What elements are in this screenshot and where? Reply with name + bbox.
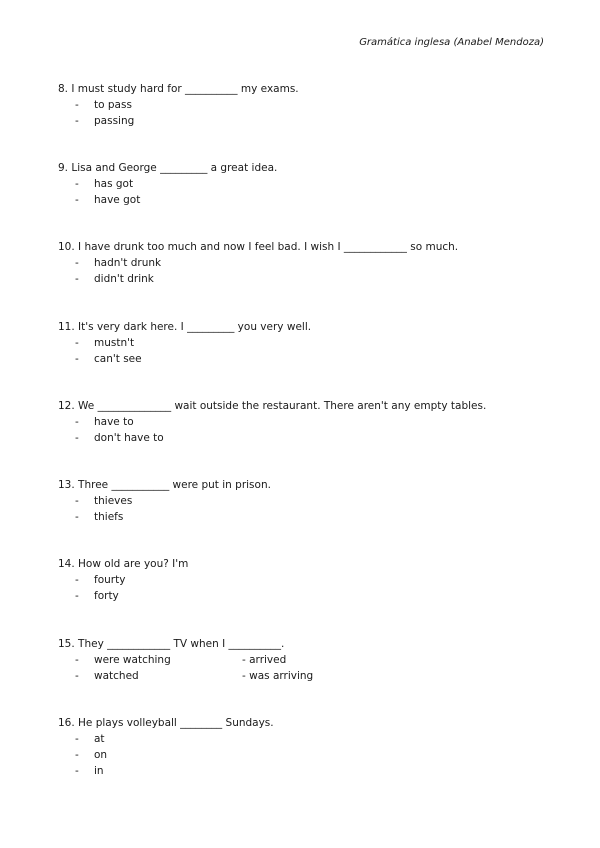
answer-options — [58, 414, 558, 446]
question-text: 8. I must study hard for __________ my exams. — [58, 83, 299, 95]
answer-option[interactable]: - have got — [75, 194, 141, 206]
question-text: 14. How old are you? I'm — [58, 558, 189, 570]
answer-option[interactable]: - fourty — [75, 574, 126, 586]
question-8 — [58, 81, 558, 129]
page-header: Gramática inglesa (Anabel Mendoza) — [359, 37, 544, 48]
answer-option[interactable]: - don't have to — [75, 432, 164, 444]
question-10 — [58, 239, 558, 287]
answer-option[interactable]: - on — [75, 749, 108, 761]
question-text: 10. I have drunk too much and now I feel bad. I wish I ____________ so much. — [58, 241, 459, 253]
dash-bullet: - — [75, 590, 79, 602]
question-text: 13. Three ___________ were put in prison. — [58, 479, 271, 491]
dash-bullet: - — [75, 495, 79, 507]
answer-option-row — [58, 652, 558, 668]
dash-bullet: - — [75, 416, 79, 428]
question-16 — [58, 715, 558, 779]
dash-bullet: - — [75, 99, 79, 111]
answer-option[interactable]: - thieves — [75, 495, 133, 507]
question-text: 11. It's very dark here. I _________ you very well. — [58, 321, 312, 333]
answer-options — [58, 97, 558, 129]
question-14 — [58, 556, 558, 604]
dash-bullet: - — [75, 115, 79, 127]
question-text: 16. He plays volleyball ________ Sundays. — [58, 717, 274, 729]
answer-options — [58, 335, 558, 367]
answer-option[interactable]: - in — [75, 765, 104, 777]
dash-bullet: - — [75, 733, 79, 745]
dash-bullet: - — [75, 257, 79, 269]
question-text: 9. Lisa and George _________ a great idea. — [58, 162, 278, 174]
dash-bullet: - — [75, 765, 79, 777]
answer-option-b[interactable]: - was arriving — [242, 670, 314, 682]
dash-bullet: - — [75, 194, 79, 206]
question-9 — [58, 160, 558, 208]
answer-options — [58, 731, 558, 779]
question-13 — [58, 477, 558, 525]
dash-bullet: - — [75, 749, 79, 761]
question-15 — [58, 636, 558, 684]
answer-options — [58, 493, 558, 525]
dash-bullet: - — [75, 337, 79, 349]
question-11 — [58, 319, 558, 367]
dash-bullet: - — [75, 574, 79, 586]
question-12 — [58, 398, 558, 446]
answer-option[interactable]: - has got — [75, 178, 134, 190]
dash-bullet: - — [75, 178, 79, 190]
question-text: 15. They ____________ TV when I __________. — [58, 638, 285, 650]
dash-bullet: - — [75, 273, 79, 285]
dash-bullet: - — [75, 654, 79, 666]
answer-option[interactable]: - have to — [75, 416, 134, 428]
answer-option[interactable]: - thiefs — [75, 511, 124, 523]
answer-option[interactable]: - at — [75, 733, 105, 745]
answer-options — [58, 572, 558, 604]
answer-option[interactable]: were watching — [94, 654, 171, 666]
answer-option[interactable]: - mustn't — [75, 337, 135, 349]
answer-option[interactable]: - to pass — [75, 99, 132, 111]
question-text: 12. We ______________ wait outside the restaurant. There aren't any empty tables. — [58, 400, 487, 412]
answer-options — [58, 255, 558, 287]
answer-option[interactable]: - can't see — [75, 353, 142, 365]
answer-options — [58, 652, 558, 684]
dash-bullet: - — [75, 353, 79, 365]
answer-option-row — [58, 668, 558, 684]
answer-option[interactable]: - passing — [75, 115, 135, 127]
answer-option[interactable]: - hadn't drunk — [75, 257, 162, 269]
answer-options — [58, 176, 558, 208]
dash-bullet: - — [75, 511, 79, 523]
answer-option[interactable]: - didn't drink — [75, 273, 154, 285]
answer-option[interactable]: - forty — [75, 590, 119, 602]
dash-bullet: - — [75, 670, 79, 682]
dash-bullet: - — [75, 432, 79, 444]
answer-option[interactable]: watched — [94, 670, 139, 682]
answer-option-b[interactable]: - arrived — [242, 654, 287, 666]
